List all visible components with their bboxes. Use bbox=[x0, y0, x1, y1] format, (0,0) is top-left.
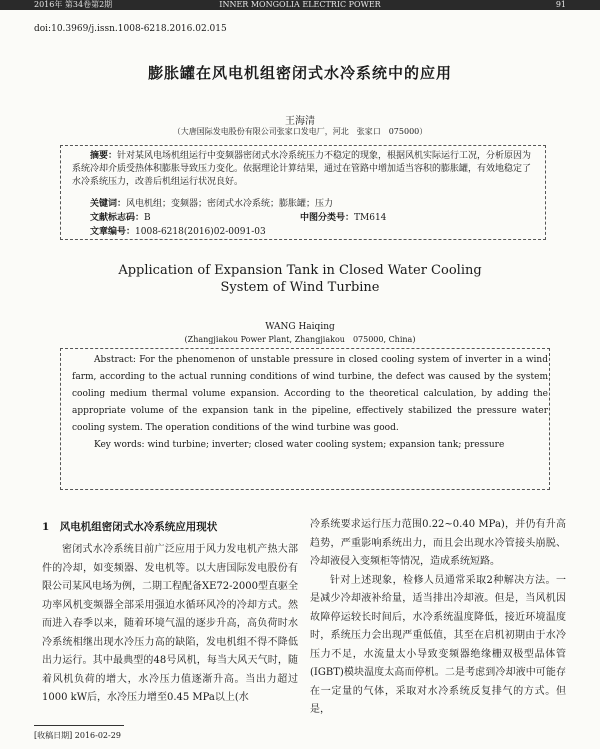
cn-keywords-label: 关键词： bbox=[90, 199, 127, 209]
cn-abstract bbox=[72, 150, 538, 189]
cn-affiliation: （大唐国际发电股份有限公司张家口发电厂，河北 张家口 075000） bbox=[172, 127, 428, 136]
en-author: WANG Haiqing bbox=[265, 322, 335, 332]
cn-author: 王海清 bbox=[285, 116, 315, 127]
cn-clc-label: 中图分类号： bbox=[300, 213, 355, 223]
cn-doc-code-label: 文献标志码： bbox=[90, 213, 145, 223]
cn-clc-value: TM614 bbox=[354, 213, 387, 223]
cn-doc-code-value: B bbox=[144, 213, 151, 223]
header-page-number: 91 bbox=[555, 0, 566, 9]
en-affiliation: (Zhangjiakou Power Plant, Zhangjiakou 075000, China) bbox=[184, 335, 416, 344]
body-left-column: 密闭式水冷系统目前广泛应用于风力发电机产热大部件的冷却，如变频器、发电机等。以大唐国际发电股份有限公司某风电场为例，二期工程配备XE72-2000型直驱全功率风机变频器全部采用强迫水循环风冷的冷却方式。然而进入春季以来，随着环境气温的逐步升高，高负荷时水冷系统相继出现水冷压力高的缺陷，发电机组不得不降低出力运行。其中最典型的48号风机，每当大风天气时，随着风机负荷的增大，水冷压力值逐渐升高。当出力超过1000 kW后，水冷压力增至0.45 MPa以上(水 bbox=[42, 544, 298, 703]
cn-abstract-text: 针对某风电场机组运行中变频器密闭式水冷系统压力不稳定的现象，根据风机实际运行工况，分析原因为系统冷却介质受热体积膨胀导致压力变化。依据理论计算结果，通过在管路中增加适当容积的膨胀罐，有效地稳定了水冷系统压力，改善后机组运行状况良好。 bbox=[72, 151, 532, 187]
cn-article-no-value: 1008-6218(2016)02-0091-03 bbox=[135, 227, 266, 237]
received-date-footnote: [收稿日期] 2016-02-29 bbox=[34, 731, 121, 740]
cn-abstract-label: 摘要： bbox=[90, 151, 118, 161]
body-right-column bbox=[310, 516, 566, 720]
cn-doc-code bbox=[90, 211, 151, 225]
footnote-rule bbox=[34, 725, 124, 726]
en-abstract-paragraph bbox=[72, 352, 548, 437]
en-title-line2: System of Wind Turbine bbox=[220, 280, 380, 295]
body-right-paragraph-2: 针对上述现象，检修人员通常采取2种解决方法。一是减少冷却液补给量，适当排出冷却液。但是，当风机因故障停运较长时间后，水冷系统温度降低，接近环境温度时，系统压力会出现严重低值，其至在启机初期由于水冷压力不足，水流量太小导致变频器绝缘栅双极型晶体管(IGBT)模块温度太高而停机。二是考虑到冷却液中可能存在一定量的气体，采取对水冷系统反复排气的方式。但是， bbox=[310, 574, 566, 715]
en-keywords-label: Key words: bbox=[94, 440, 145, 450]
cn-title: 膨胀罐在风电机组密闭式水冷系统中的应用 bbox=[147, 64, 452, 82]
body-right-paragraph-1: 冷系统要求运行压力范围0.22~0.40 MPa)，并仍有升高趋势，严重影响系统出力，而且会出现水冷管接头崩脱、冷却液侵入变频柜等情况，造成系统短路。 bbox=[310, 519, 566, 567]
cn-article-no bbox=[90, 225, 266, 239]
en-keywords-text: wind turbine; inverter; closed water cooling system; expansion tank; pressure bbox=[147, 440, 505, 450]
header-issue: 2016年 第34卷第2期 bbox=[34, 0, 113, 9]
en-abstract-label: Abstract: bbox=[94, 355, 136, 365]
cn-keywords bbox=[90, 197, 333, 211]
doi: doi:10.3969/j.issn.1008-6218.2016.02.015 bbox=[34, 24, 227, 34]
en-keywords bbox=[72, 437, 548, 454]
en-abstract bbox=[72, 352, 548, 454]
en-title bbox=[0, 262, 600, 296]
cn-article-no-label: 文章编号： bbox=[90, 227, 136, 237]
en-title-line1: Application of Expansion Tank in Closed Water Cooling bbox=[118, 263, 482, 278]
header-journal: INNER MONGOLIA ELECTRIC POWER bbox=[219, 0, 381, 9]
cn-clc bbox=[300, 211, 386, 225]
section-1-heading: 1 风电机组密闭式水冷系统应用现状 bbox=[42, 521, 218, 533]
en-abstract-text: For the phenomenon of unstable pressure in closed cooling system of inverter in a wind farm, according to the actual running conditions of wind turbine, the defect was caused by the system cooling medium thermal volume expansion. According to the theoretical calculation, by adding the appropriate volume of the expansion tank in the pipeline, effectively stabilized the pressure water cooling system. The operation conditions of the wind turbine was good. bbox=[72, 355, 548, 433]
cn-keywords-text: 风电机组；变频器；密闭式水冷系统；膨胀罐；压力 bbox=[126, 199, 334, 209]
